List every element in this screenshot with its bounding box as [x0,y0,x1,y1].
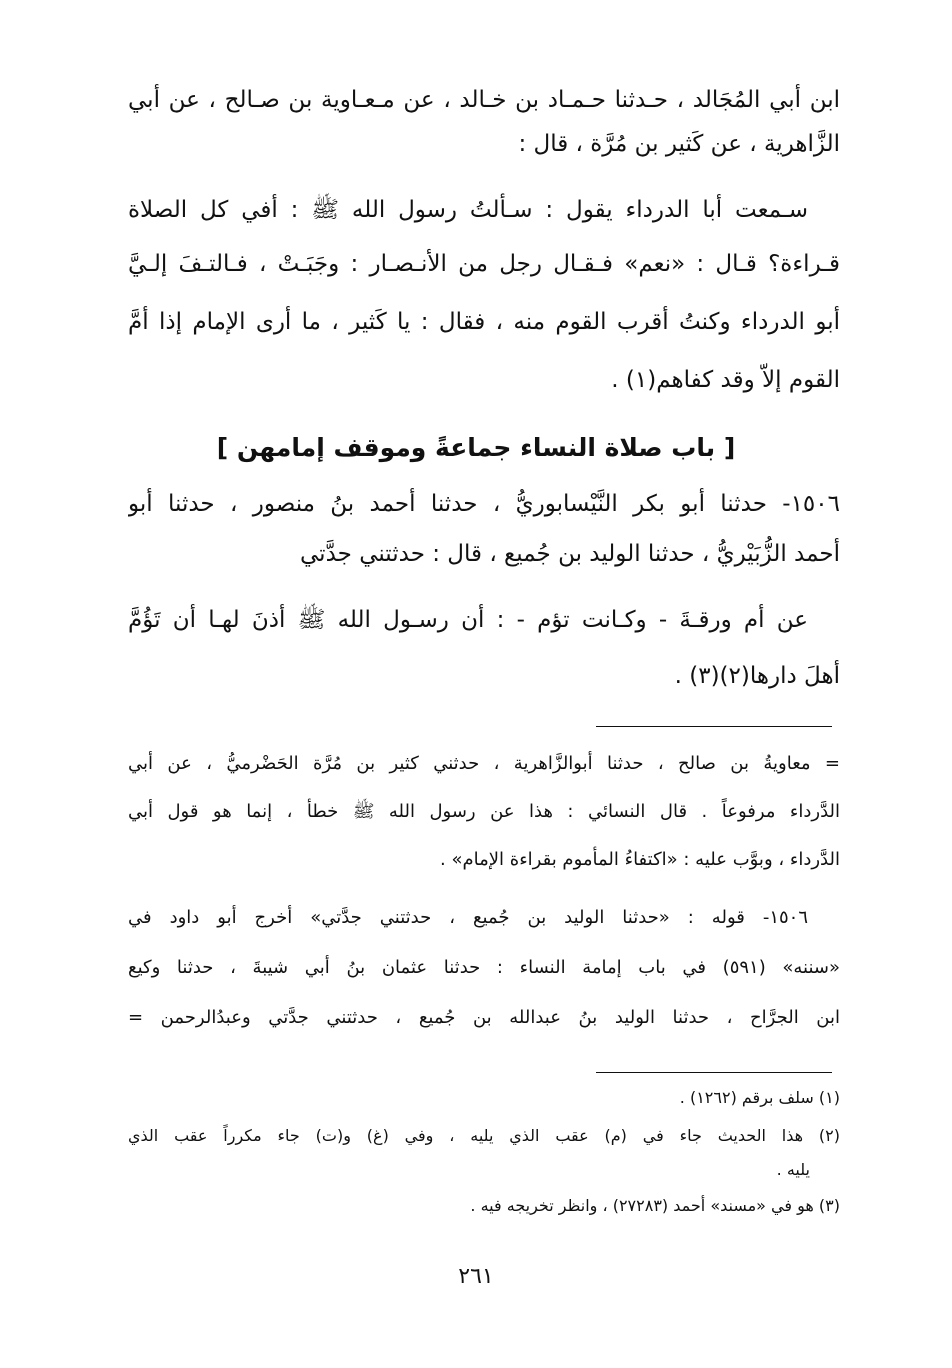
page-number: ٢٦١ [458,1264,494,1289]
main-text-line: أهلَ دارها(٢)(٣) . [674,663,840,689]
main-text-line: الزَّاهرية ، عن كَثير بن مُرَّة ، قال : [518,131,840,157]
footnotes-separator [596,1072,832,1073]
note-line: الدَّرداء مرفوعاً . قال النسائي : هذا عن رسول الله ﷺ خطأ ، إنما هو قول أبي [128,801,840,822]
note-line: «سننه» (٥٩١) في باب إمامة النساء : حدثنا عثمان بنُ أبي شيبةَ ، حدثنا وكيع [128,957,840,978]
footnote-line: (١) سلف برقم (١٢٦٢) . [679,1088,840,1107]
footnote-line: يليه . [776,1160,810,1179]
note-line: ابن الجرَّاح ، حدثنا الوليد بنُ عبدالله بن جُميع ، حدثتني جدَّتي وعبدُالرحمن = [128,1007,840,1028]
main-text-line: سـمعت أبا الدرداء يقول : سـألتُ رسول الله ﷺ : أفي كل الصلاة [128,197,808,223]
main-text-line: عن أم ورقـةَ - وكـانت تؤم - : أن رسـول الله ﷺ أذنَ لهـا أن تَؤُمَّ [128,607,808,633]
note-line: = معاويةُ بن صالح ، حدثنا أبوالزَّاهرية ، حدثني كثير بن مُرَّة الحَضْرميُّ ، عن أبي [128,753,840,774]
main-text-line: ابن أبي المُجَالد ، حـدثنا حـمـاد بن خـالد ، عن مـعـاوية بن صـالح ، عن أبي [128,87,840,113]
main-text-line: ١٥٠٦- حدثنا أبو بكر النَّيْسابوريُّ ، حدثنا أحمد بنُ منصور ، حدثنا أبو [128,491,840,517]
note-line: الدَّرداء ، وبوَّب عليه : «اكتفاءُ المأموم بقراءة الإمام» . [440,849,840,870]
note-line: ١٥٠٦- قوله : «حدثنا الوليد بن جُميع ، حدثتني جدَّتي» أخرج أبو داود في [128,907,808,928]
main-text-line: أحمد الزُّبَيْريُّ ، حدثنا الوليد بن جُميع ، قال : حدثتني جدَّتي [300,541,840,567]
main-text-line: قـراءة؟ قـال : «نعم» فـقـال رجل من الأنـصـار : وجَبَـتْ ، فـالتـفَ إلـيَّ [128,251,840,277]
main-text-line: القوم إلاّ وقد كفاهم(١) . [611,367,840,393]
footnote-line: (٢) هذا الحديث جاء في (م) عقب الذي يليه ، وفي (غ) و(ت) جاء مكرراً عقب الذي [128,1126,840,1145]
notes-separator [596,726,832,727]
main-text-line: أبو الدرداء وكنتُ أقرب القوم منه ، فقال : يا كَثير ، ما أرى الإمام إذا أمَّ [128,309,840,335]
section-heading: [ باب صلاة النساء جماعةً وموقف إمامهن ] [216,433,736,462]
footnote-line: (٣) هو في «مسند» أحمد (٢٧٢٨٣) ، وانظر تخريجه فيه . [470,1196,840,1215]
